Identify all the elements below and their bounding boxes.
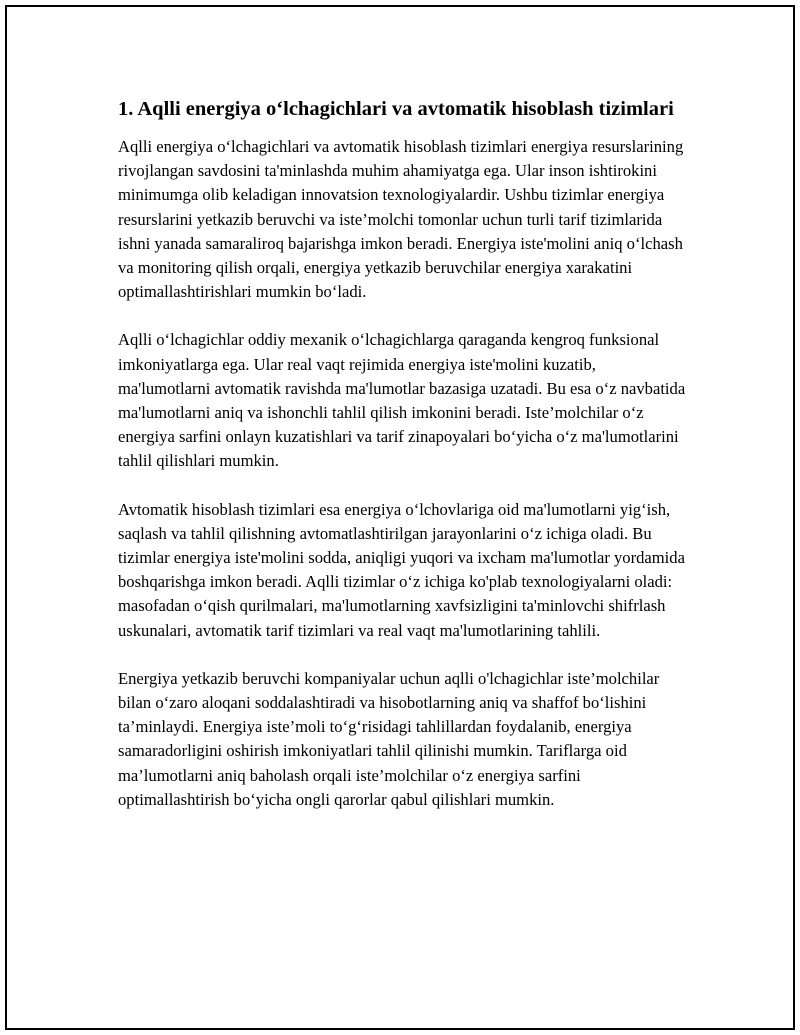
section-heading: 1. Aqlli energiya o‘lchagichlari va avtomatik hisoblash tizimlari [118,98,674,120]
paragraph-1: Aqlli energiya o‘lchagichlari va avtomatik hisoblash tizimlari energiya resurslarining rivojlangan savdosini ta'minlashda muhim ahamiyatga ega. Ular inson ishtirokini minimumga olib keladigan innovatsion texnologiyalardir. Ushbu tizimlar energiya resurslarini yetkazib beruvchi va iste’molchi tomonlar uchun turli tarif tizimlarida ishni yanada samaraliroq bajarishga imkon beradi. Energiya iste'molini aniq o‘lchash va monitoring qilish orqali, energiya yetkazib beruvchilar energiya xarakatini optimallashtirishlari mumkin bo‘ladi. [118,137,684,302]
paragraph-2: Aqlli o‘lchagichlar oddiy mexanik o‘lchagichlarga qaraganda kengroq funksional imkoniyatlarga ega. Ular real vaqt rejimida energiya iste'molini kuzatib, ma'lumotlarni avtomatik ravishda ma'lumotlar bazasiga uzatadi. Bu esa o‘z navbatida ma'lumotlarni aniq va ishonchli tahlil qilish imkonini beradi. Iste’molchilar o‘z energiya sarfini onlayn kuzatishlari va tarif zinapoyalari bo‘yicha o‘z ma'lumotlarini tahlil qilishlari mumkin. [118,330,686,471]
paragraph-3: Avtomatik hisoblash tizimlari esa energiya o‘lchovlariga oid ma'lumotlarni yig‘ish, saqlash va tahlil qilishning avtomatlashtirilgan jarayonlarini o‘z ichiga oladi. Bu tizimlar energiya iste'molini sodda, aniqligi yuqori va ixcham ma'lumotlar yordamida boshqarishga imkon beradi. Aqlli tizimlar o‘z ichiga ko'plab texnologiyalarni oladi: masofadan o‘qish qurilmalari, ma'lumotlarning xavfsizligini ta'minlovchi shifrlash uskunalari, avtomatik tarif tizimlari va real vaqt ma'lumotlarining tahlili. [118,499,685,640]
document-content [118,96,688,836]
document-page [5,5,795,1030]
paragraph-4: Energiya yetkazib beruvchi kompaniyalar uchun aqlli o'lchagichlar iste’molchilar bilan o‘zaro aloqani soddalashtiradi va hisobotlarning aniq va shaffof bo‘lishini ta’minlaydi. Energiya iste’moli to‘g‘risidagi tahlillardan foydalanib, energiya samaradorligini oshirish imkoniyatlari tahlil qilinishi mumkin. Tariflarga oid ma’lumotlarni aniq baholash orqali iste’molchilar o‘z energiya sarfini optimallashtirish bo‘yicha ongli qarorlar qabul qilishlari mumkin. [118,668,660,809]
